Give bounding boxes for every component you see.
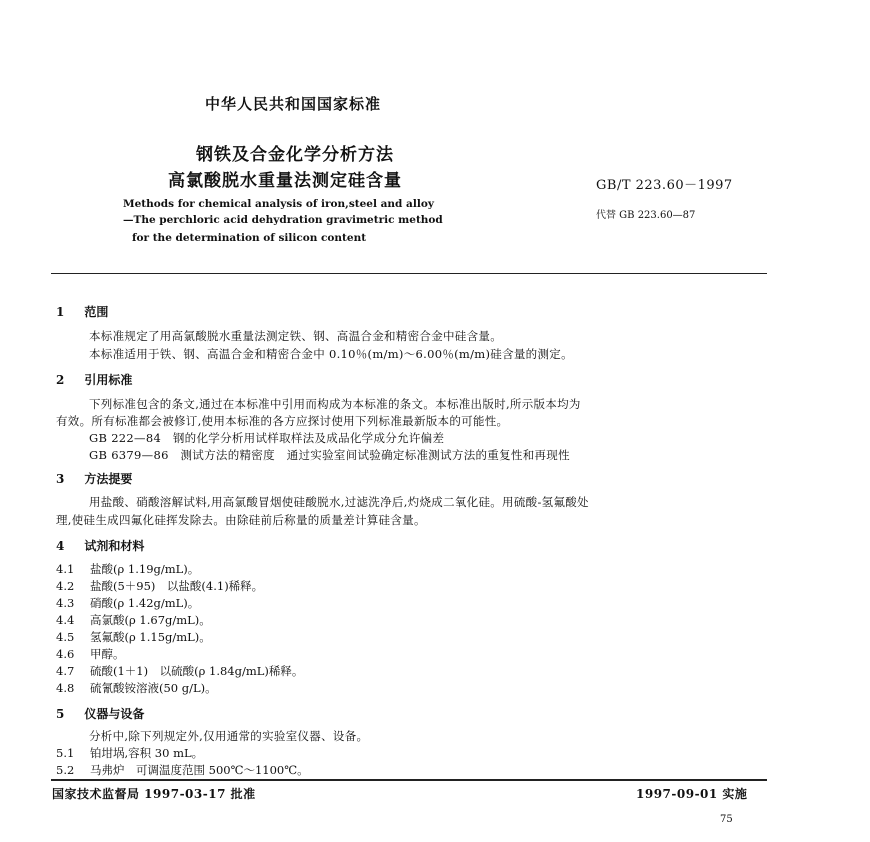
section-5-paragraph: 分析中,除下列规定外,仅用通常的实验室仪器、设备。 — [89, 729, 369, 743]
section-3-title: 方法提要 — [84, 472, 133, 486]
standard-number: GB/T 223.60－1997 — [596, 178, 733, 193]
section-3-heading — [56, 470, 132, 487]
item-text: 甲醇。 — [90, 647, 125, 661]
section-1-heading — [56, 303, 108, 320]
list-item — [56, 578, 263, 594]
item-number: 4.3 — [56, 596, 75, 610]
title-cn-line2: 高氯酸脱水重量法测定硅含量 — [168, 171, 402, 191]
section-1-paragraph-1: 本标准规定了用高氯酸脱水重量法测定铁、钢、高温合金和精密合金中硅含量。 — [89, 329, 502, 343]
item-text: 硫氰酸铵溶液(50 g/L)。 — [90, 681, 217, 695]
item-text: 盐酸(5＋95) 以盐酸(4.1)稀释。 — [90, 579, 264, 593]
list-item — [56, 762, 309, 778]
title-cn-line1: 钢铁及合金化学分析方法 — [196, 145, 394, 165]
item-number: 5.2 — [56, 763, 75, 777]
item-number: 4.4 — [56, 613, 75, 627]
list-item — [56, 663, 303, 679]
header-divider — [51, 273, 767, 274]
list-item — [56, 745, 203, 761]
section-2-paragraph-line2: 有效。所有标准都会被修订,使用本标准的各方应探讨使用下列标准最新版本的可能性。 — [56, 414, 509, 428]
section-5-heading — [56, 705, 144, 722]
item-number: 4.6 — [56, 647, 75, 661]
list-item — [56, 561, 199, 577]
approval-date: 国家技术监督局 1997-03-17 批准 — [52, 787, 256, 801]
section-4-number: 4 — [56, 539, 65, 553]
section-1-paragraph-2: 本标准适用于铁、钢、高温合金和精密合金中 0.10％(m/m)～6.00％(m/m)硅含量的测定。 — [89, 347, 573, 361]
item-text: 马弗炉 可调温度范围 500℃～1100℃。 — [90, 763, 309, 777]
list-item — [56, 680, 217, 696]
page-number: 75 — [720, 814, 733, 825]
section-1-title: 范围 — [84, 305, 109, 319]
list-item — [56, 595, 199, 611]
section-4-heading — [56, 537, 144, 554]
national-standard-heading: 中华人民共和国国家标准 — [205, 95, 382, 113]
section-5-title: 仪器与设备 — [84, 707, 145, 721]
item-number: 4.2 — [56, 579, 75, 593]
implementation-date: 1997-09-01 实施 — [636, 787, 748, 801]
item-number: 4.1 — [56, 562, 75, 576]
list-item — [56, 646, 125, 662]
list-item — [56, 612, 211, 628]
section-2-paragraph-line1: 下列标准包含的条文,通过在本标准中引用而构成为本标准的条文。本标准出版时,所示版本均为 — [89, 397, 581, 411]
section-5-number: 5 — [56, 707, 65, 721]
section-3-number: 3 — [56, 472, 65, 486]
item-number: 4.8 — [56, 681, 75, 695]
section-3-paragraph-line1: 用盐酸、硝酸溶解试料,用高氯酸冒烟使硅酸脱水,过滤洗净后,灼烧成二氧化硅。用硫酸-氢氟酸处 — [89, 495, 589, 509]
reference-gb222: GB 222—84 钢的化学分析用试样取样法及成品化学成分允许偏差 — [89, 431, 445, 445]
list-item — [56, 629, 211, 645]
title-en-line1: Methods for chemical analysis of iron,steel and alloy — [123, 198, 434, 210]
item-text: 盐酸(ρ 1.19g/mL)。 — [90, 562, 200, 576]
footer-divider — [51, 779, 767, 781]
item-text: 高氯酸(ρ 1.67g/mL)。 — [90, 613, 211, 627]
item-number: 5.1 — [56, 746, 75, 760]
section-4-title: 试剂和材料 — [84, 539, 145, 553]
item-text: 氢氟酸(ρ 1.15g/mL)。 — [90, 630, 211, 644]
item-number: 4.5 — [56, 630, 75, 644]
section-1-number: 1 — [56, 305, 65, 319]
item-text: 硫酸(1＋1) 以硫酸(ρ 1.84g/mL)稀释。 — [90, 664, 304, 678]
replaces-standard: 代替 GB 223.60—87 — [596, 210, 696, 221]
item-number: 4.7 — [56, 664, 75, 678]
title-en-line2: —The perchloric acid dehydration gravimetric method — [123, 214, 443, 226]
item-text: 铂坩埚,容积 30 mL。 — [90, 746, 204, 760]
item-text: 硝酸(ρ 1.42g/mL)。 — [90, 596, 200, 610]
section-2-heading — [56, 371, 132, 388]
title-en-line3: for the determination of silicon content — [132, 232, 367, 244]
section-2-number: 2 — [56, 373, 65, 387]
reference-gb6379: GB 6379—86 测试方法的精密度 通过实验室间试验确定标准测试方法的重复性和再现性 — [89, 448, 570, 462]
section-2-title: 引用标准 — [84, 373, 133, 387]
section-3-paragraph-line2: 理,使硅生成四氟化硅挥发除去。由除硅前后称量的质量差计算硅含量。 — [56, 513, 426, 527]
